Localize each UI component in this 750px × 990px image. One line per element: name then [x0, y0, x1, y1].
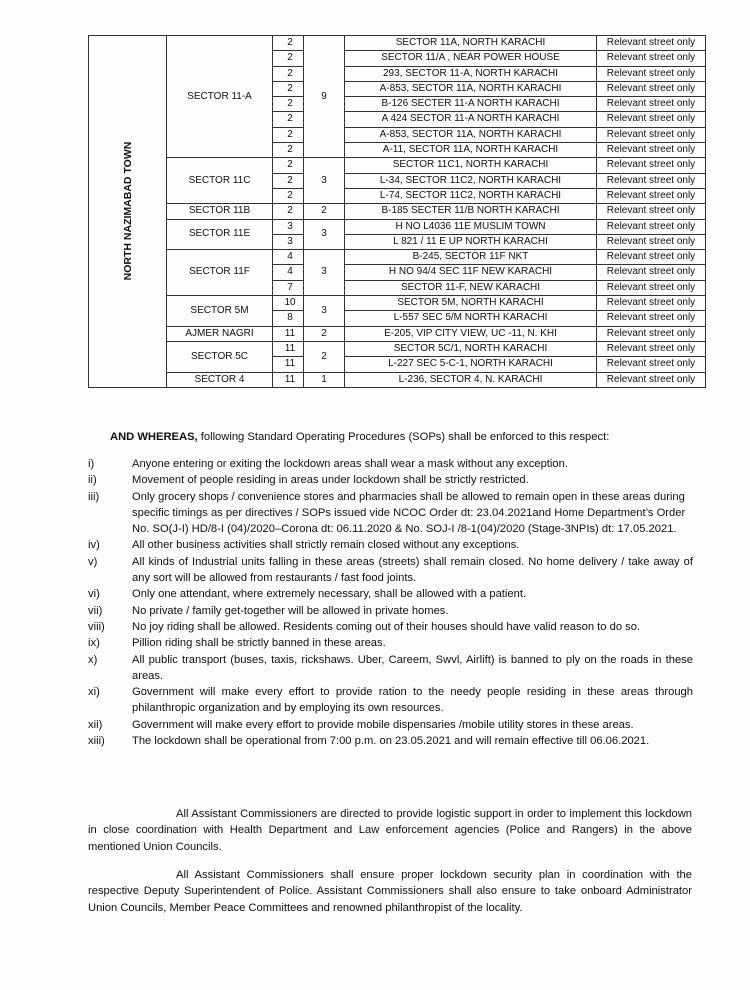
uc-cell: 3 — [273, 234, 304, 249]
sop-item — [88, 603, 693, 619]
sector-name-cell: SECTOR 11B — [167, 204, 273, 219]
uc-cell: 2 — [273, 97, 304, 112]
table-row — [89, 219, 706, 234]
sop-number: xiii) — [88, 735, 105, 748]
uc-cell: 2 — [273, 188, 304, 203]
uc-cell: 10 — [273, 296, 304, 311]
table-row — [89, 296, 706, 311]
count-cell: 1 — [304, 372, 345, 387]
uc-cell: 2 — [273, 51, 304, 66]
table-row — [89, 250, 706, 265]
sector-name-cell: SECTOR 11F — [167, 250, 273, 296]
address-cell: L-74, SECTOR 11C2, NORTH KARACHI — [345, 188, 597, 203]
scope-cell: Relevant street only — [597, 311, 706, 326]
count-cell: 3 — [304, 250, 345, 296]
address-cell: SECTOR 5M, NORTH KARACHI — [345, 296, 597, 311]
scope-cell: Relevant street only — [597, 81, 706, 96]
sop-item — [88, 537, 693, 553]
scope-cell: Relevant street only — [597, 280, 706, 295]
sop-text: Only one attendant, where extremely necessary, shall be allowed with a patient. — [132, 588, 527, 601]
sector-name-cell: SECTOR 5M — [167, 296, 273, 327]
table-row — [89, 158, 706, 173]
uc-cell: 3 — [273, 219, 304, 234]
sop-number: ix) — [88, 637, 100, 650]
sop-text: Pillion riding shall be strictly banned in these areas. — [132, 637, 386, 650]
address-cell: B-185 SECTER 11/B NORTH KARACHI — [345, 204, 597, 219]
scope-cell: Relevant street only — [597, 372, 706, 387]
count-cell: 2 — [304, 204, 345, 219]
scope-cell: Relevant street only — [597, 326, 706, 341]
uc-cell: 11 — [273, 341, 304, 356]
address-cell: SECTOR 11/A , NEAR POWER HOUSE — [345, 51, 597, 66]
uc-cell: 2 — [273, 173, 304, 188]
sop-text: No private / family get-together will be allowed in private homes. — [132, 604, 449, 617]
count-cell: 3 — [304, 296, 345, 327]
scope-cell: Relevant street only — [597, 127, 706, 142]
sop-text: The lockdown shall be operational from 7:00 p.m. on 23.05.2021 and will remain effective till 06.06.2021. — [132, 735, 650, 748]
sop-text: Movement of people residing in areas under lockdown shall be strictly restricted. — [132, 474, 529, 487]
intro-rest: following Standard Operating Procedures (SOPs) shall be enforced to this respect: — [197, 431, 610, 443]
scope-cell: Relevant street only — [597, 143, 706, 158]
table-row — [89, 36, 706, 51]
sop-item — [88, 733, 693, 749]
scope-cell: Relevant street only — [597, 112, 706, 127]
scope-cell: Relevant street only — [597, 51, 706, 66]
sop-text: No joy riding shall be allowed. Residents coming out of their houses should have valid reason to do so. — [132, 620, 641, 633]
sop-text: Government will make every effort to provide ration to the needy people residing in these areas through philanthropic organization and by employing its own resources. — [132, 686, 693, 715]
address-cell: SECTOR 11-F, NEW KARACHI — [345, 280, 597, 295]
sector-name-cell: SECTOR 4 — [167, 372, 273, 387]
sop-item — [88, 554, 693, 587]
scope-cell: Relevant street only — [597, 173, 706, 188]
address-cell: H NO L4036 11E MUSLIM TOWN — [345, 219, 597, 234]
sop-item — [88, 652, 693, 685]
sop-item — [88, 619, 693, 635]
table-row — [89, 372, 706, 387]
sop-item — [88, 456, 693, 472]
sop-text: All other business activities shall strictly remain closed without any exceptions. — [132, 539, 520, 552]
scope-cell: Relevant street only — [597, 296, 706, 311]
address-cell: SECTOR 11C1, NORTH KARACHI — [345, 158, 597, 173]
scope-cell: Relevant street only — [597, 204, 706, 219]
sop-intro — [110, 429, 710, 445]
scope-cell: Relevant street only — [597, 97, 706, 112]
address-cell: H NO 94/4 SEC 11F NEW KARACHI — [345, 265, 597, 280]
sop-text: Government will make every effort to provide mobile dispensaries /mobile utility stores in these areas. — [132, 718, 634, 731]
sop-item — [88, 489, 693, 538]
address-cell: L-557 SEC 5/M NORTH KARACHI — [345, 311, 597, 326]
uc-cell: 4 — [273, 265, 304, 280]
sop-number: v) — [88, 555, 98, 568]
sop-number: i) — [88, 458, 95, 470]
lockdown-areas-table — [88, 35, 706, 388]
sop-item — [88, 586, 693, 602]
address-cell: SECTOR 5C/1, NORTH KARACHI — [345, 341, 597, 356]
scope-cell: Relevant street only — [597, 36, 706, 51]
uc-cell: 4 — [273, 250, 304, 265]
sop-item — [88, 472, 693, 488]
paragraph-logistic-support: All Assistant Commissioners are directed to provide logistic support in order to implement this lockdown in close coordination with Health Department and Law enforcement agencies (Police and Rangers) in the above mentioned Union Councils. — [88, 808, 692, 853]
address-cell: L 821 / 11 E UP NORTH KARACHI — [345, 234, 597, 249]
sop-number: xi) — [88, 686, 100, 699]
uc-cell: 2 — [273, 143, 304, 158]
sop-number: vii) — [88, 604, 103, 617]
count-cell: 3 — [304, 158, 345, 204]
sop-item — [88, 635, 693, 651]
uc-cell: 2 — [273, 36, 304, 51]
sop-item — [88, 684, 693, 717]
uc-cell: 2 — [273, 158, 304, 173]
address-cell: A-853, SECTOR 11A, NORTH KARACHI — [345, 81, 597, 96]
sop-number: vi) — [88, 588, 100, 601]
table-row — [89, 326, 706, 341]
address-cell: 293, SECTOR 11-A, NORTH KARACHI — [345, 66, 597, 81]
scope-cell: Relevant street only — [597, 357, 706, 372]
sector-name-cell: AJMER NAGRI — [167, 326, 273, 341]
scope-cell: Relevant street only — [597, 219, 706, 234]
town-cell — [89, 36, 167, 388]
address-cell: L-227 SEC 5-C-1, NORTH KARACHI — [345, 357, 597, 372]
sop-text: All kinds of Industrial units falling in these areas (streets) shall remain closed. No home delivery / take away of any sort will be allowed from restaurants / fast food joints. — [132, 555, 693, 585]
sop-number: x) — [88, 653, 98, 666]
address-cell: B-245, SECTOR 11F NKT — [345, 250, 597, 265]
paragraph-security-plan: All Assistant Commissioners shall ensure proper lockdown security plan in coordination with the respective Deputy Superintendent of Police. Assistant Commissioners shall also ensure to take onboard Administrator Union Councils, Member Peace Committees and renowned philanthropist of the locality. — [88, 869, 692, 914]
scope-cell: Relevant street only — [597, 158, 706, 173]
sop-number: iii) — [88, 490, 100, 503]
table-row — [89, 341, 706, 356]
scope-cell: Relevant street only — [597, 234, 706, 249]
address-cell: B-126 SECTER 11-A NORTH KARACHI — [345, 97, 597, 112]
address-cell: L-34, SECTOR 11C2, NORTH KARACHI — [345, 173, 597, 188]
uc-cell: 2 — [273, 127, 304, 142]
sop-item — [88, 717, 693, 733]
address-cell: L-236, SECTOR 4, N. KARACHI — [345, 372, 597, 387]
uc-cell: 11 — [273, 357, 304, 372]
uc-cell: 2 — [273, 81, 304, 96]
sector-name-cell: SECTOR 11C — [167, 158, 273, 204]
address-cell: E-205, VIP CITY VIEW, UC -11, N. KHI — [345, 326, 597, 341]
sector-name-cell: SECTOR 11E — [167, 219, 273, 250]
town-label: NORTH NAZIMABAD TOWN — [121, 142, 134, 281]
address-cell: A-853, SECTOR 11A, NORTH KARACHI — [345, 127, 597, 142]
uc-cell: 11 — [273, 326, 304, 341]
sop-text: All public transport (buses, taxis, rickshaws. Uber, Careem, Swvl, Airlift) is banned to ply on the roads in these areas. — [132, 653, 693, 682]
sop-list — [88, 456, 693, 749]
scope-cell: Relevant street only — [597, 341, 706, 356]
scope-cell: Relevant street only — [597, 250, 706, 265]
sop-number: xii) — [88, 718, 103, 731]
sop-number: ii) — [88, 474, 97, 487]
sop-text: Anyone entering or exiting the lockdown areas shall wear a mask without any exception. — [132, 458, 568, 470]
table-row — [89, 204, 706, 219]
intro-bold: AND WHEREAS, — [110, 431, 198, 443]
address-cell: SECTOR 11A, NORTH KARACHI — [345, 36, 597, 51]
sector-name-cell: SECTOR 5C — [167, 341, 273, 372]
count-cell: 9 — [304, 36, 345, 158]
uc-cell: 2 — [273, 112, 304, 127]
uc-cell: 7 — [273, 280, 304, 295]
count-cell: 2 — [304, 326, 345, 341]
count-cell: 3 — [304, 219, 345, 250]
uc-cell: 8 — [273, 311, 304, 326]
uc-cell: 2 — [273, 204, 304, 219]
sop-text: Only grocery shops / convenience stores and pharmacies shall be allowed to remain open in these areas during specific timings as per directives / SOPs issued vide NCOC Order dt: 23.04.2021and Home Department’s Order No. SO(J-I) HD/8-I (04)/2020–Corona dt: 06.11.2020 & No. SOJ-I /8-1(04)/2020 (Stage-3NPIs) dt: 17.05.2021. — [132, 490, 686, 536]
scope-cell: Relevant street only — [597, 265, 706, 280]
address-cell: A 424 SECTOR 11-A NORTH KARACHI — [345, 112, 597, 127]
address-cell: A-11, SECTOR 11A, NORTH KARACHI — [345, 143, 597, 158]
sop-number: viii) — [88, 620, 105, 633]
count-cell: 2 — [304, 341, 345, 372]
uc-cell: 11 — [273, 372, 304, 387]
sector-name-cell: SECTOR 11-A — [167, 36, 273, 158]
scope-cell: Relevant street only — [597, 66, 706, 81]
scope-cell: Relevant street only — [597, 188, 706, 203]
sop-number: iv) — [88, 539, 100, 552]
uc-cell: 2 — [273, 66, 304, 81]
